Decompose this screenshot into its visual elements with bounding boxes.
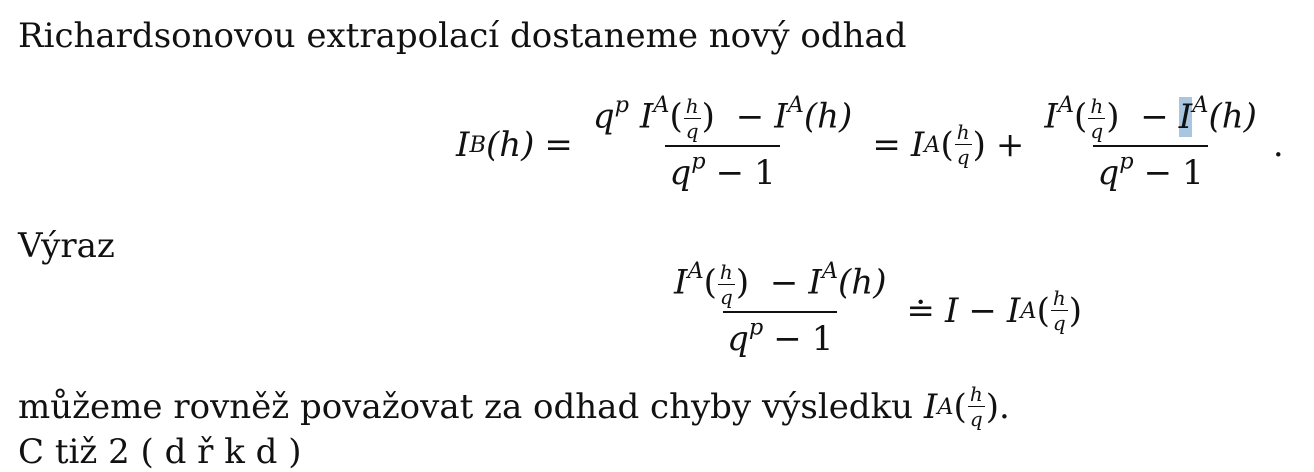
fraction-2-denominator: $q^p - 1$ [1093, 145, 1207, 193]
fraction-1-numerator: $q^p$ $I^A$( $\frac{h}{q}$ ) − $I^A(h)$ [592, 91, 853, 143]
equals-sign: = [544, 124, 573, 165]
paragraph-vyraz: Výraz [18, 226, 115, 266]
fraction-2-numerator: $I^A$( $\frac{h}{q}$ ) − $I^A(h)$ [1044, 91, 1257, 143]
selected-I-highlight[interactable]: I [1178, 96, 1193, 137]
lhs-paren-h: (h) [485, 124, 535, 165]
paragraph-error-text: můžeme rovněž považovat za odhad chyby výsledku [18, 386, 914, 427]
small-fraction: h q [1052, 286, 1066, 335]
paragraph-cut-off: C tiž 2 ( d ř k d ) [18, 432, 302, 472]
fraction-1-denominator: $q^p - 1$ [665, 145, 779, 193]
lhs-I: I [456, 124, 470, 165]
equation-richardson: I B (h) = $q^p$ $I^A$( $\frac{h}{q}$ ) − $I^A(h)$ $q^p - 1$ = I A ( h q ) + $I^A$( $\frac{h}{q}$ ) − $I^A(h)$ $q^p - 1$ . [456, 91, 1284, 193]
small-fraction: $\frac{h}{q}$ [719, 260, 733, 309]
small-fraction: $\frac{h}{q}$ [685, 94, 699, 143]
equals-sign-2: = [872, 124, 901, 165]
paragraph-intro: Richardsonovou extrapolací dostaneme nový odhad [18, 16, 907, 56]
paragraph-error: můžeme rovněž považovat za odhad chyby výsledku I A ( h q ) . [18, 382, 1010, 431]
fraction-3-denominator: $q^p - 1$ [723, 311, 837, 359]
small-fraction: h q [956, 120, 970, 169]
small-fraction: h q [969, 382, 983, 431]
plus-sign: + [995, 124, 1025, 165]
equation-period: . [1272, 124, 1284, 165]
approx-equals-sign: ≐ [906, 290, 935, 331]
small-fraction: $\frac{h}{q}$ [1090, 94, 1104, 143]
equation-error-estimate: $I^A$( $\frac{h}{q}$ ) − $I^A(h)$ $q^p - 1$ ≐ I − I A ( h q ) [664, 262, 1082, 359]
fraction-1 [589, 91, 856, 193]
fraction-3 [670, 257, 890, 359]
fraction-2 [1040, 91, 1260, 193]
fraction-3-numerator: $I^A$( $\frac{h}{q}$ ) − $I^A(h)$ [674, 257, 887, 309]
